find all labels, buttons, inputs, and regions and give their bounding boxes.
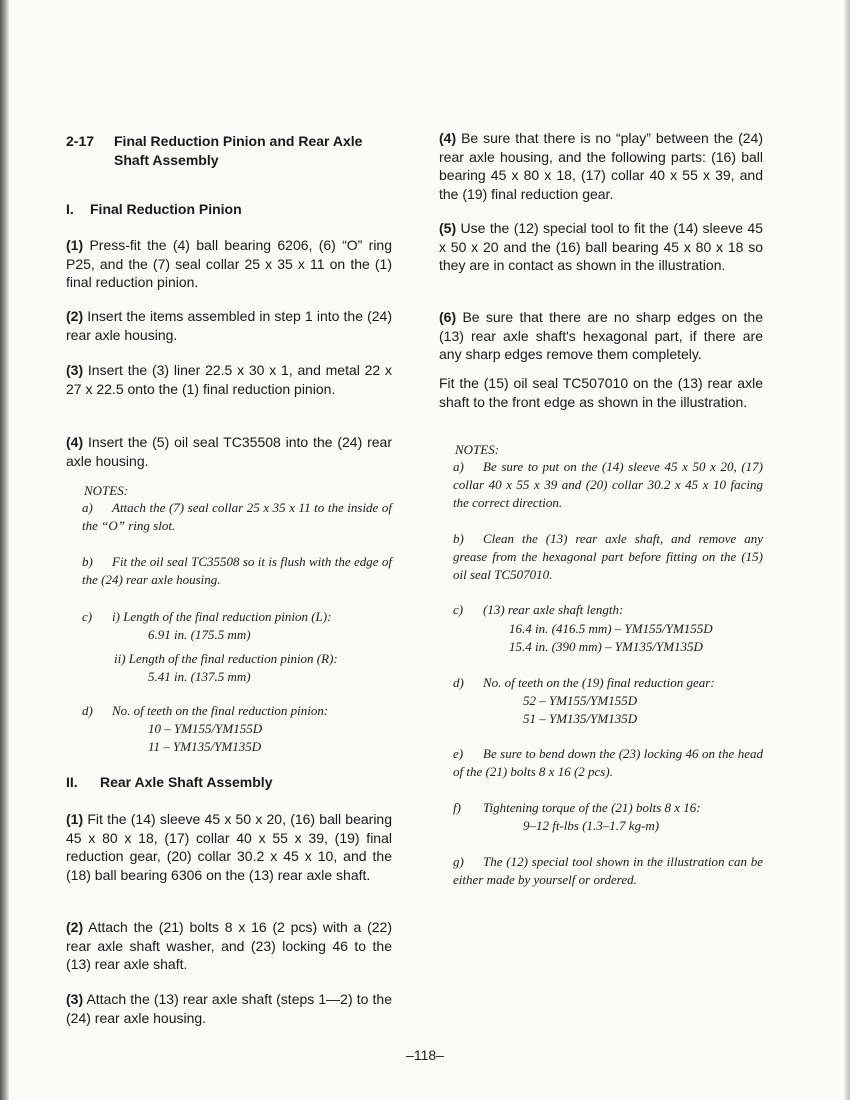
- note-c: [453, 601, 763, 619]
- step-number: (4): [66, 434, 84, 450]
- note-f: [453, 799, 763, 817]
- step-number: (4): [439, 130, 457, 146]
- section-title-text: Final Reduction Pinion and Rear Axle Shaft Assembly: [114, 133, 363, 168]
- part-number: II.: [66, 774, 78, 790]
- note-letter: b): [82, 554, 93, 569]
- note-letter: c): [453, 602, 464, 617]
- page-number: –118–: [406, 1047, 444, 1063]
- note-a: [82, 499, 392, 535]
- note-a: [453, 458, 763, 512]
- note-c-value-1: 16.4 in. (416.5 mm) – YM155/YM155D: [509, 621, 713, 636]
- note-d: [82, 702, 392, 720]
- note-g: [453, 853, 763, 889]
- note-text: Tightening torque of the (21) bolts 8 x 16:: [483, 800, 701, 815]
- note-letter: d): [82, 703, 93, 718]
- part-number: I.: [66, 201, 74, 217]
- step-text: Insert the items assembled in step 1 into the (24) rear axle housing.: [66, 308, 392, 343]
- part-heading-2: [66, 773, 392, 792]
- note-letter: g): [453, 854, 464, 869]
- step-text: Be sure that there is no “play” between the (24) rear axle housing, and the following parts: (16) ball bearing 45 x 80 x 18, (17) collar 40 x 55 x 39, and the (19) final reduction gear.: [439, 130, 764, 202]
- fit-paragraph: Fit the (15) oil seal TC507010 on the (13) rear axle shaft to the front edge as shown in the illustration.: [439, 375, 763, 410]
- step-3: [66, 361, 392, 398]
- note-text: Clean the (13) rear axle shaft, and remove any grease from the hexagonal part before fitting on the (15) oil seal TC507010.: [453, 531, 763, 582]
- rear-step-1: [66, 810, 392, 884]
- note-c-value-1: 6.91 in. (175.5 mm): [148, 627, 251, 642]
- note-d-value-2: 51 – YM135/YM135D: [523, 711, 638, 726]
- note-f-value: 9–12 ft-lbs (1.3–1.7 kg-m): [523, 818, 660, 833]
- note-text: The (12) special tool shown in the illustration can be either made by yourself or ordered.: [453, 854, 763, 887]
- note-letter: b): [453, 531, 464, 546]
- notes-label: NOTES:: [84, 483, 129, 498]
- step-text: Be sure that there are no sharp edges on the (13) rear axle shaft's hexagonal part, if there are any sharp edges remove them completely.: [439, 309, 763, 362]
- note-letter: f): [453, 800, 461, 815]
- page-edge-shadow: [844, 0, 850, 1100]
- step-number: (2): [66, 308, 84, 324]
- section-number: 2-17: [66, 133, 95, 149]
- step-4: [66, 433, 392, 470]
- step-number: (5): [439, 220, 457, 236]
- note-text: No. of teeth on the final reduction pinion:: [112, 703, 329, 718]
- note-letter: e): [453, 746, 464, 761]
- note-text: Fit the oil seal TC35508 so it is flush with the edge of the (24) rear axle housing.: [82, 554, 392, 587]
- step-2: [66, 307, 392, 344]
- step-text: Attach the (13) rear axle shaft (steps 1—2) to the (24) rear axle housing.: [66, 991, 392, 1026]
- note-text: i) Length of the final reduction pinion (L):: [112, 609, 332, 624]
- step-1: [66, 236, 392, 292]
- note-letter: a): [82, 500, 93, 515]
- step-text: Use the (12) special tool to fit the (14) sleeve 45 x 50 x 20 and the (16) ball bearing 45 x 80 x 18 so they are in contact as shown in the illustration.: [439, 220, 763, 273]
- rear-step-3: [66, 990, 392, 1027]
- note-c-value-2: 5.41 in. (137.5 mm): [148, 669, 251, 684]
- step-5: [439, 219, 763, 275]
- notes-label: NOTES:: [455, 442, 500, 457]
- note-text: No. of teeth on the (19) final reduction gear:: [483, 675, 715, 690]
- note-letter: a): [453, 459, 464, 474]
- step-number: (3): [66, 362, 84, 378]
- step-text: Fit the (14) sleeve 45 x 50 x 20, (16) ball bearing 45 x 80 x 18, (17) collar 40 x 55 x 39, (19) final reduction gear, (20) collar 30.2 x 45 x 10, and the (18) ball bearing 6306 on the (13) rear axle shaft.: [66, 811, 393, 883]
- note-d: [453, 674, 763, 692]
- note-c-value-2: 15.4 in. (390 mm) – YM135/YM135D: [509, 639, 703, 654]
- step-4-right: [439, 129, 763, 203]
- step-number: (1): [66, 811, 84, 827]
- part-title: Final Reduction Pinion: [90, 201, 242, 217]
- note-b: [82, 553, 392, 589]
- note-d-value-2: 11 – YM135/YM135D: [148, 739, 262, 754]
- note-c: [82, 608, 392, 626]
- step-text: Attach the (21) bolts 8 x 16 (2 pcs) with a (22) rear axle shaft washer, and (23) locking 46 to the (13) rear axle shaft.: [66, 919, 392, 972]
- note-e: [453, 745, 763, 781]
- step-number: (1): [66, 237, 84, 253]
- note-text: (13) rear axle shaft length:: [483, 602, 624, 617]
- step-6: [439, 308, 763, 364]
- step-text: Insert the (5) oil seal TC35508 into the (24) rear axle housing.: [66, 434, 392, 469]
- note-text: Attach the (7) seal collar 25 x 35 x 11 to the inside of the “O” ring slot.: [82, 500, 392, 533]
- note-letter: d): [453, 675, 464, 690]
- step-number: (3): [66, 991, 84, 1007]
- step-text: Insert the (3) liner 22.5 x 30 x 1, and metal 22 x 27 x 22.5 onto the (1) final reduction pinion.: [66, 362, 393, 397]
- note-text: Be sure to bend down the (23) locking 46 on the head of the (21) bolts 8 x 16 (2 pcs).: [453, 746, 763, 779]
- note-d-value-1: 52 – YM155/YM155D: [523, 693, 638, 708]
- page-binding-shadow: [0, 0, 9, 1100]
- part-heading-1: [66, 200, 392, 219]
- step-number: (6): [439, 309, 457, 325]
- rear-step-2: [66, 918, 392, 974]
- note-c-line-2: ii) Length of the final reduction pinion (R):: [114, 651, 338, 666]
- step-number: (2): [66, 919, 84, 935]
- part-title: Rear Axle Shaft Assembly: [100, 774, 273, 790]
- note-letter: c): [82, 609, 93, 624]
- note-d-value-1: 10 – YM155/YM155D: [148, 721, 263, 736]
- note-b: [453, 530, 763, 584]
- step-text: Press-fit the (4) ball bearing 6206, (6) “O” ring P25, and the (7) seal collar 25 x 35 x 11 on the (1) final reduction pinion.: [66, 237, 392, 290]
- section-title: [66, 132, 392, 170]
- note-text: Be sure to put on the (14) sleeve 45 x 50 x 20, (17) collar 40 x 55 x 39 and (20) collar 30.2 x 45 x 10 facing the correct direction.: [453, 459, 763, 510]
